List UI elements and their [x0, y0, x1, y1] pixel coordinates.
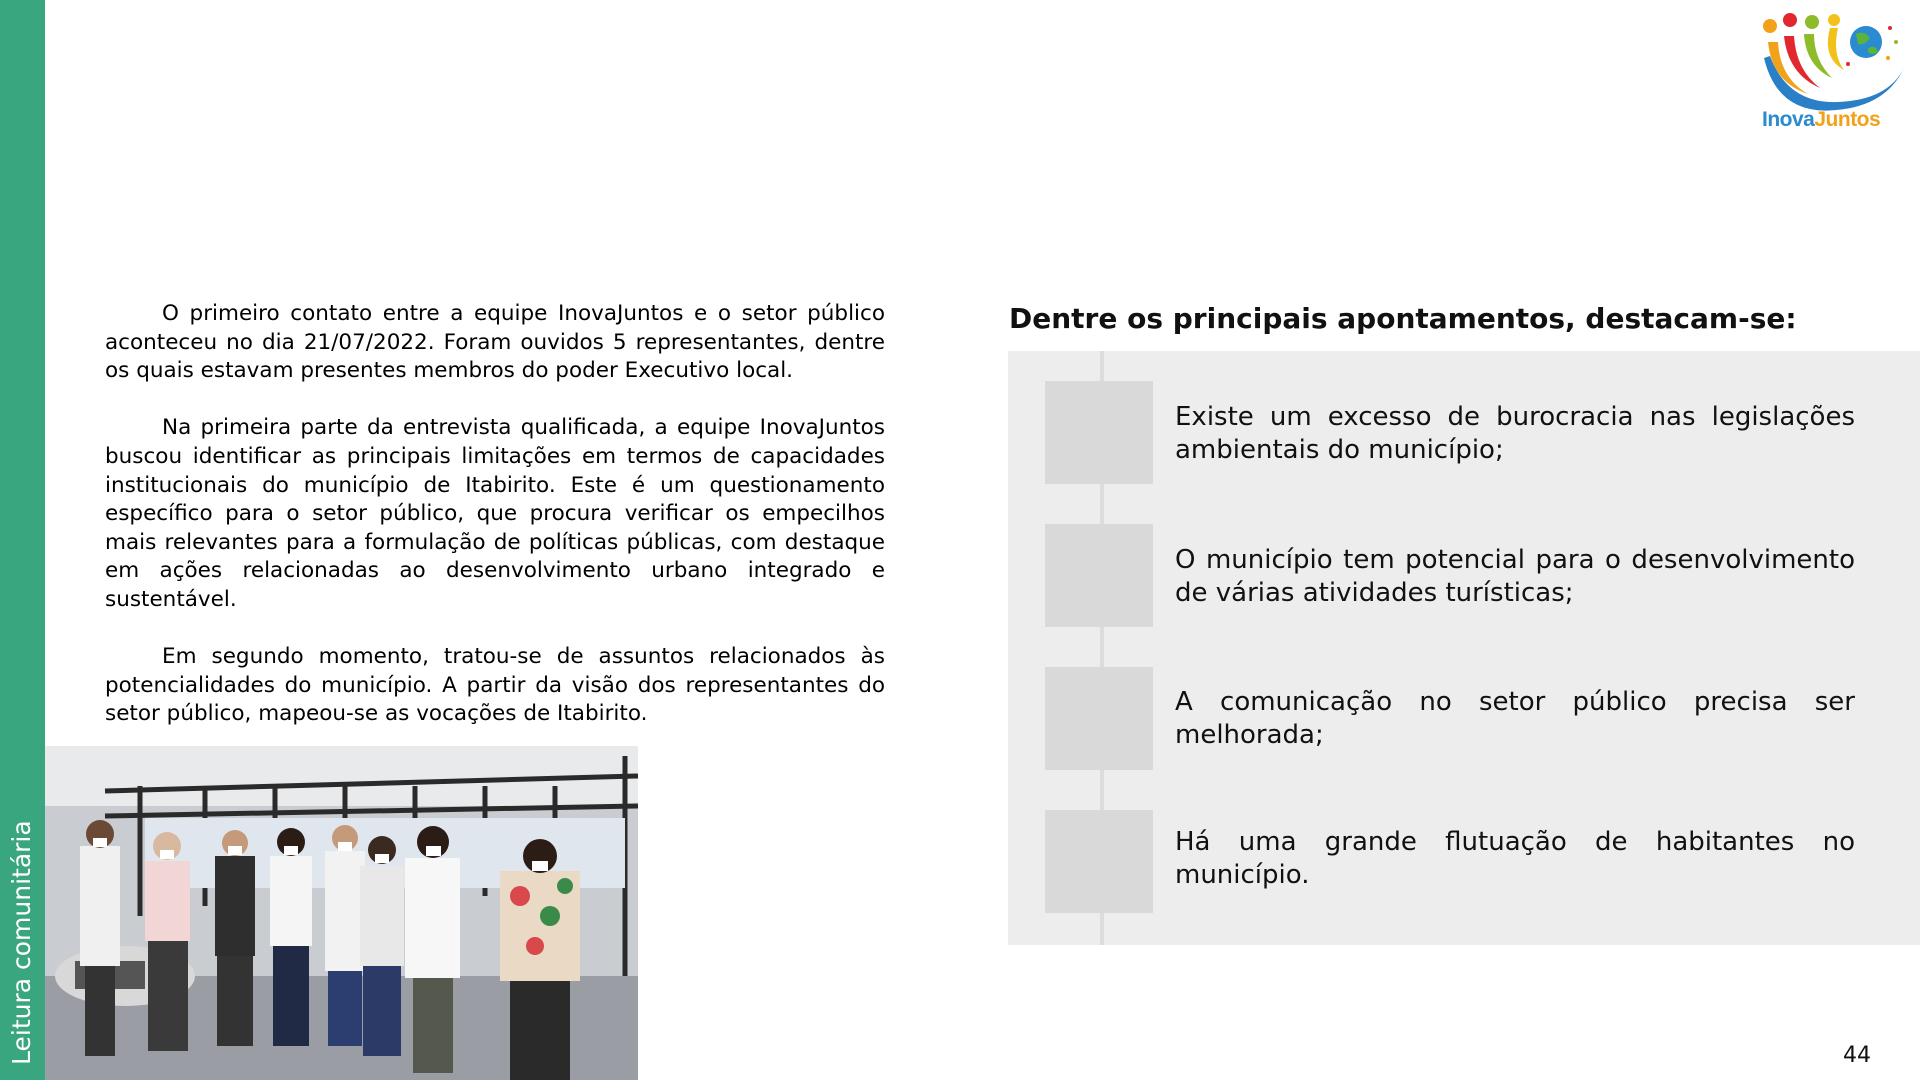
- sidebar-band: [0, 0, 45, 1080]
- sidebar-section-label: Leitura comunitária: [7, 820, 36, 1065]
- body-text: [105, 300, 885, 758]
- page-number: 44: [1843, 1043, 1871, 1068]
- paragraph: O primeiro contato entre a equipe InovaJuntos e o setor público aconteceu no dia 21/07/2022. Foram ouvidos 5 representantes, dentre os quais estavam presentes membros do poder Executivo local.: [105, 301, 885, 384]
- item-marker: [1045, 810, 1153, 913]
- highlights-panel: [1008, 351, 1920, 945]
- item-marker: [1045, 381, 1153, 484]
- highlights-heading: Dentre os principais apontamentos, destacam-se:: [1009, 302, 1797, 335]
- paragraph: Em segundo momento, tratou-se de assuntos relacionados às potencialidades do município. A partir da visão dos representantes do setor público, mapeou-se as vocações de Itabirito.: [105, 644, 885, 727]
- meeting-photo: [45, 746, 638, 1080]
- highlight-item: O município tem potencial para o desenvolvimento de várias atividades turísticas;: [1175, 545, 1855, 608]
- item-marker: [1045, 667, 1153, 770]
- logo-wordmark: InovaJuntos: [1762, 108, 1881, 131]
- item-marker: [1045, 524, 1153, 627]
- highlight-item: Existe um excesso de burocracia nas legislações ambientais do município;: [1175, 402, 1855, 465]
- highlight-item: A comunicação no setor público precisa ser melhorada;: [1175, 687, 1855, 750]
- highlight-item: Há uma grande flutuação de habitantes no município.: [1175, 827, 1855, 890]
- paragraph: Na primeira parte da entrevista qualificada, a equipe InovaJuntos buscou identificar as principais limitações em termos de capacidades institucionais do município de Itabirito. Este é um questionamento específico para o setor público, que procura verificar os empecilhos mais relevantes para a formulação de políticas públicas, com destaque em ações relacionadas ao desenvolvimento urbano integrado e sustentável.: [105, 415, 885, 612]
